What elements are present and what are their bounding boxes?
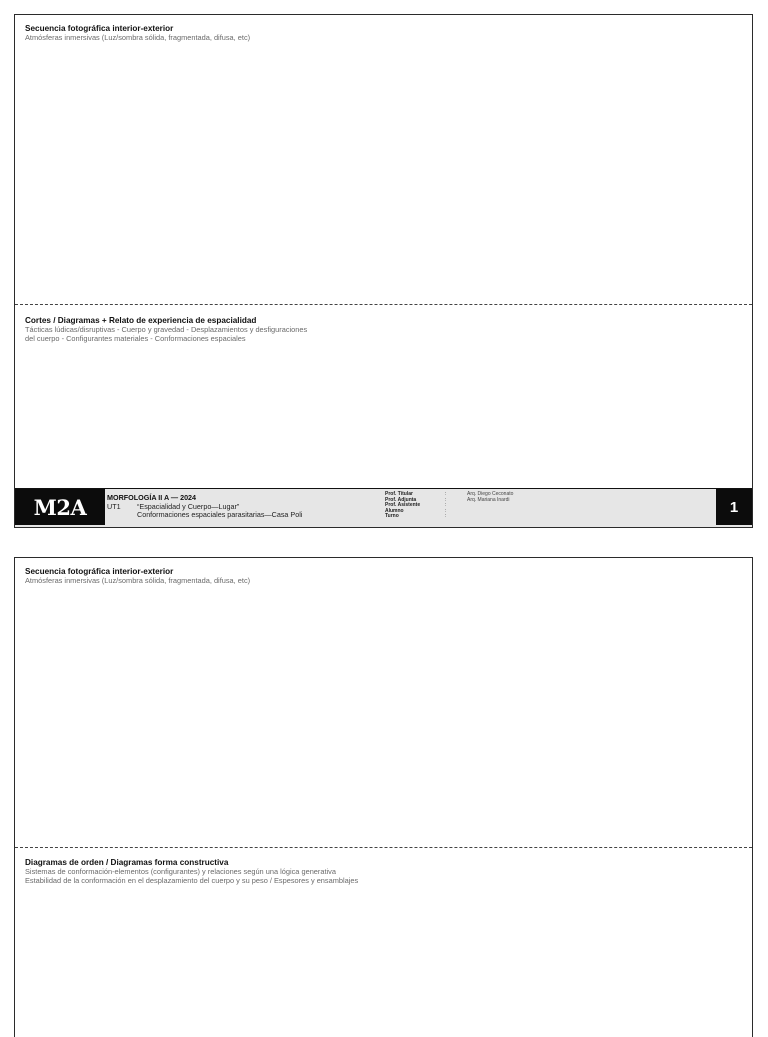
- section-order-diagrams: [25, 858, 742, 885]
- section-title: Secuencia fotográfica interior-exterior: [25, 24, 174, 33]
- staff-value: Arq. Diego Ceconato: [467, 491, 514, 497]
- staff-label: Prof. Asistente: [385, 502, 421, 509]
- section-title: Secuencia fotográfica interior-exterior: [25, 567, 174, 576]
- section-subtitle-line-2: del cuerpo - Configurantes materiales - Conformaciones espaciales: [25, 333, 246, 343]
- staff-sep: :: [445, 496, 447, 503]
- unit-subtitle: Conformaciones espaciales parasitarias—Casa Poli: [137, 509, 303, 519]
- staff-label: Prof. Adjunta: [385, 496, 417, 503]
- title-block: [15, 488, 752, 527]
- section-cuts-diagrams: [25, 316, 742, 343]
- section-subtitle-line-1: Tácticas lúdicas/disruptivas - Cuerpo y gravedad - Desplazamientos y desfiguraciones: [25, 325, 308, 334]
- section-subtitle: Atmósferas inmersivas (Luz/sombra sólida, fragmentada, difusa, etc): [25, 33, 251, 42]
- section-subtitle-line-1: Sistemas de conformación-elementos (configurantes) y relaciones según una lógica generativa: [25, 867, 336, 876]
- dashed-divider: [15, 847, 752, 848]
- course-info: [107, 494, 302, 519]
- staff-label: Prof. Titular: [385, 491, 413, 497]
- section-photo-sequence: [25, 567, 742, 586]
- sheet-1: [14, 14, 753, 528]
- staff-sep: :: [445, 502, 447, 509]
- section-subtitle: Atmósferas inmersivas (Luz/sombra sólida, fragmentada, difusa, etc): [25, 576, 251, 585]
- m2a-logo: M2A: [15, 489, 105, 525]
- dashed-divider: [15, 304, 752, 305]
- course-title: MORFOLOGÍA II A — 2024: [107, 493, 197, 502]
- page-number: 1: [716, 489, 752, 525]
- section-title: Diagramas de orden / Diagramas forma constructiva: [25, 858, 229, 867]
- section-title: Cortes / Diagramas + Relato de experiencia de espacialidad: [25, 316, 257, 325]
- staff-row: [385, 514, 513, 520]
- staff-sep: :: [445, 507, 447, 514]
- staff-list: [385, 492, 513, 520]
- sheet-2: [14, 557, 753, 1037]
- staff-label: Turno: [385, 513, 399, 520]
- staff-label: Alumno: [385, 507, 404, 514]
- staff-value: Arq. Mariana Inardi: [467, 496, 510, 503]
- staff-sep: :: [445, 491, 447, 497]
- section-subtitle-line-2: Estabilidad de la conformación en el desplazamiento del cuerpo y su peso / Espesores y ensamblajes: [25, 875, 359, 885]
- section-photo-sequence: [25, 24, 742, 43]
- unit-code: UT1: [107, 501, 121, 511]
- staff-sep: :: [445, 513, 447, 520]
- unit-title: “Espacialidad y Cuerpo—Lugar”: [137, 501, 240, 511]
